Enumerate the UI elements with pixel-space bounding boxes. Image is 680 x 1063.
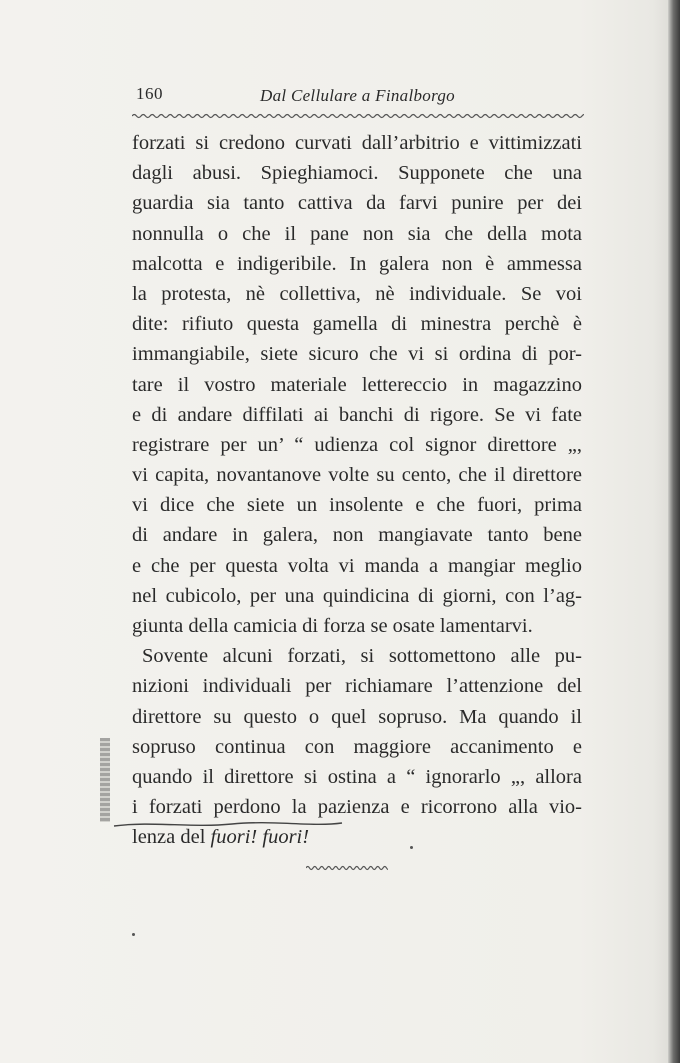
text-line: guardia sia tanto cattiva da farvi punire per dei	[132, 192, 582, 215]
text-line: i forzati perdono la pazienza e ricorrono alla vio-	[132, 796, 582, 819]
margin-pencil-mark	[100, 738, 110, 822]
section-end-ornament	[306, 862, 388, 874]
ink-speck	[132, 933, 135, 936]
text-line: e di andare diffilati ai banchi di rigore. Se vi fate	[132, 403, 582, 426]
text-line: immangiabile, siete sicuro che vi si ordina di por-	[132, 343, 582, 366]
text-line: dagli abusi. Spieghiamoci. Supponete che una	[132, 162, 582, 185]
text-line: e che per questa volta vi manda a mangiar meglio	[132, 554, 582, 577]
text-line: registrare per un’ “ udienza col signor direttore „,	[132, 433, 582, 456]
header-wavy-rule	[132, 110, 584, 122]
text-line: la protesta, nè collettiva, nè individuale. Se voi	[132, 282, 582, 305]
pencil-underline	[112, 818, 344, 830]
final-line-italic: fuori! fuori!	[210, 826, 310, 849]
text-line: sopruso continua con maggiore accanimento e	[132, 735, 582, 758]
text-line: vi dice che siete un insolente e che fuori, prima	[132, 494, 582, 517]
text-line: quando il direttore si ostina a “ ignorarlo „, allora	[132, 765, 582, 788]
running-title: Dal Cellulare a Finalborgo	[260, 86, 455, 105]
ink-speck	[410, 846, 413, 849]
body-text	[132, 128, 582, 853]
text-line: giunta della camicia di forza se osate lamentarvi.	[132, 615, 533, 637]
paragraph-start-line: Sovente alcuni forzati, si sottomettono alle pu-	[142, 645, 582, 668]
final-line-text: lenza del	[132, 826, 211, 849]
page-number: 160	[136, 84, 163, 103]
text-line: nel cubicolo, per una quindicina di giorni, con l’ag-	[132, 584, 582, 607]
text-line: di andare in galera, non mangiavate tanto bene	[132, 524, 582, 547]
text-line: malcotta e indigeribile. In galera non è ammessa	[132, 252, 582, 275]
text-line: nizioni individuali per richiamare l’attenzione del	[132, 675, 582, 698]
page-binding-edge	[668, 0, 680, 1063]
text-line: nonnulla o che il pane non sia che della mota	[132, 222, 582, 245]
text-line: tare il vostro materiale lettereccio in magazzino	[132, 373, 582, 396]
page-header	[132, 80, 580, 110]
text-line: vi capita, novantanove volte su cento, che il direttore	[132, 464, 582, 487]
text-line: dite: rifiuto questa gamella di minestra perchè è	[132, 313, 582, 336]
text-line: direttore su questo o quel sopruso. Ma quando il	[132, 705, 582, 728]
text-line: forzati si credono curvati dall’arbitrio e vittimizzati	[132, 132, 582, 154]
